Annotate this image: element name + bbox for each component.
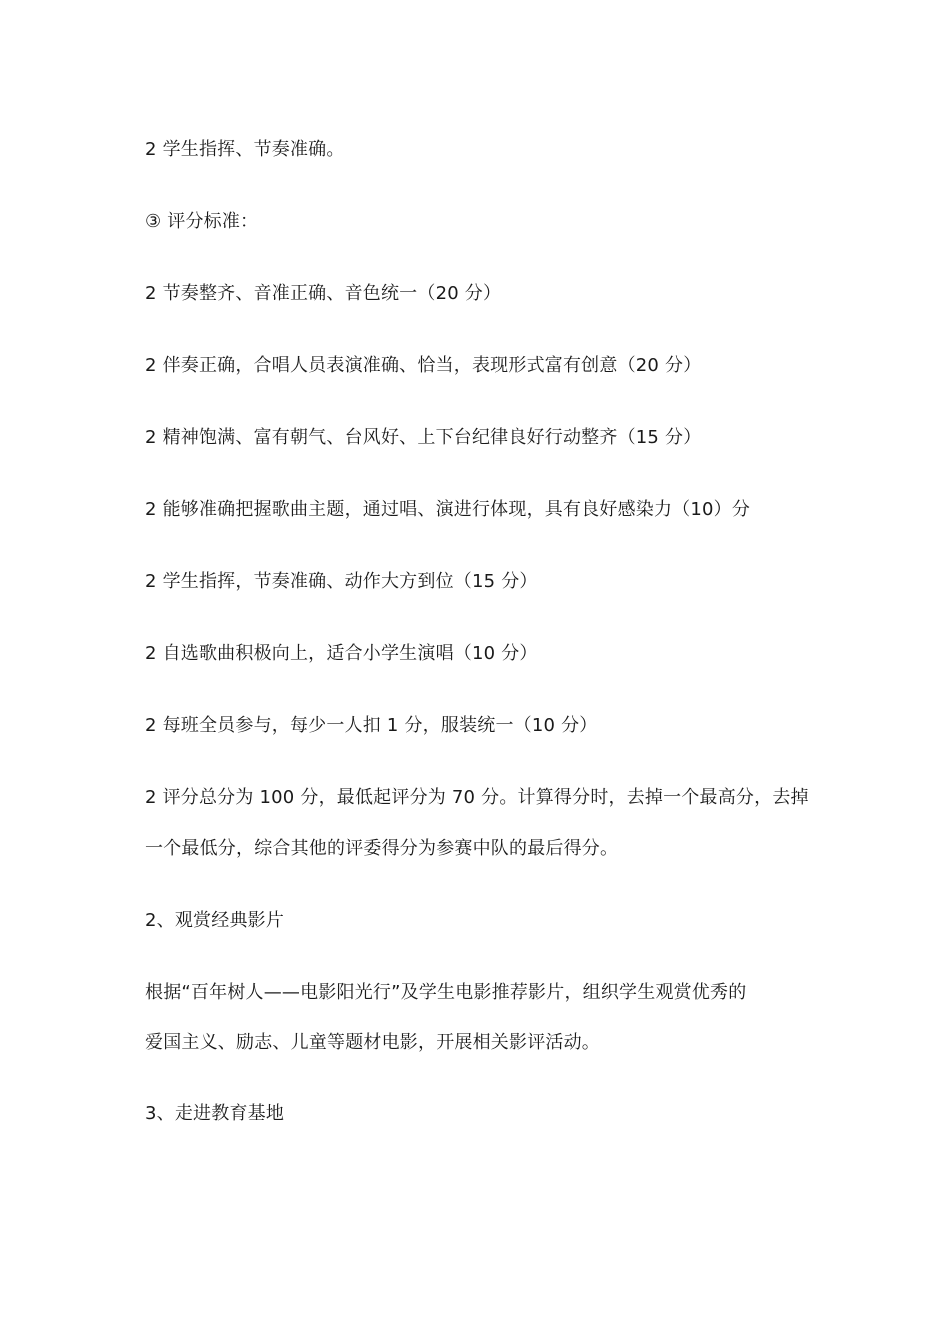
list-item: 2 评分总分为 100 分，最低起评分为 70 分。计算得分时，去掉一个最高分，去掉 — [145, 787, 809, 808]
list-item: 2 每班全员参与，每少一人扣 1 分，服装统一（10 分） — [145, 715, 598, 736]
section-heading: 2、观赏经典影片 — [145, 910, 285, 931]
section-heading: ③ 评分标准： — [145, 211, 259, 232]
section-heading: 3、走进教育基地 — [145, 1103, 285, 1124]
paragraph-line: 根据“百年树人——电影阳光行”及学生电影推荐影片，组织学生观赏优秀的 — [145, 982, 747, 1003]
text-line-continuation: 一个最低分，综合其他的评委得分为参赛中队的最后得分。 — [145, 838, 619, 859]
list-item: 2 节奏整齐、音准正确、音色统一（20 分） — [145, 283, 502, 304]
paragraph-line: 爱国主义、励志、儿童等题材电影，开展相关影评活动。 — [145, 1032, 600, 1053]
list-item: 2 伴奏正确，合唱人员表演准确、恰当，表现形式富有创意（20 分） — [145, 355, 702, 376]
list-item: 2 学生指挥，节奏准确、动作大方到位（15 分） — [145, 571, 538, 592]
list-item: 2 自选歌曲积极向上，适合小学生演唱（10 分） — [145, 643, 538, 664]
list-item: 2 精神饱满、富有朝气、台风好、上下台纪律良好行动整齐（15 分） — [145, 427, 702, 448]
text-line: 2 学生指挥、节奏准确。 — [145, 139, 345, 160]
list-item: 2 能够准确把握歌曲主题，通过唱、演进行体现，具有良好感染力（10）分 — [145, 499, 751, 520]
